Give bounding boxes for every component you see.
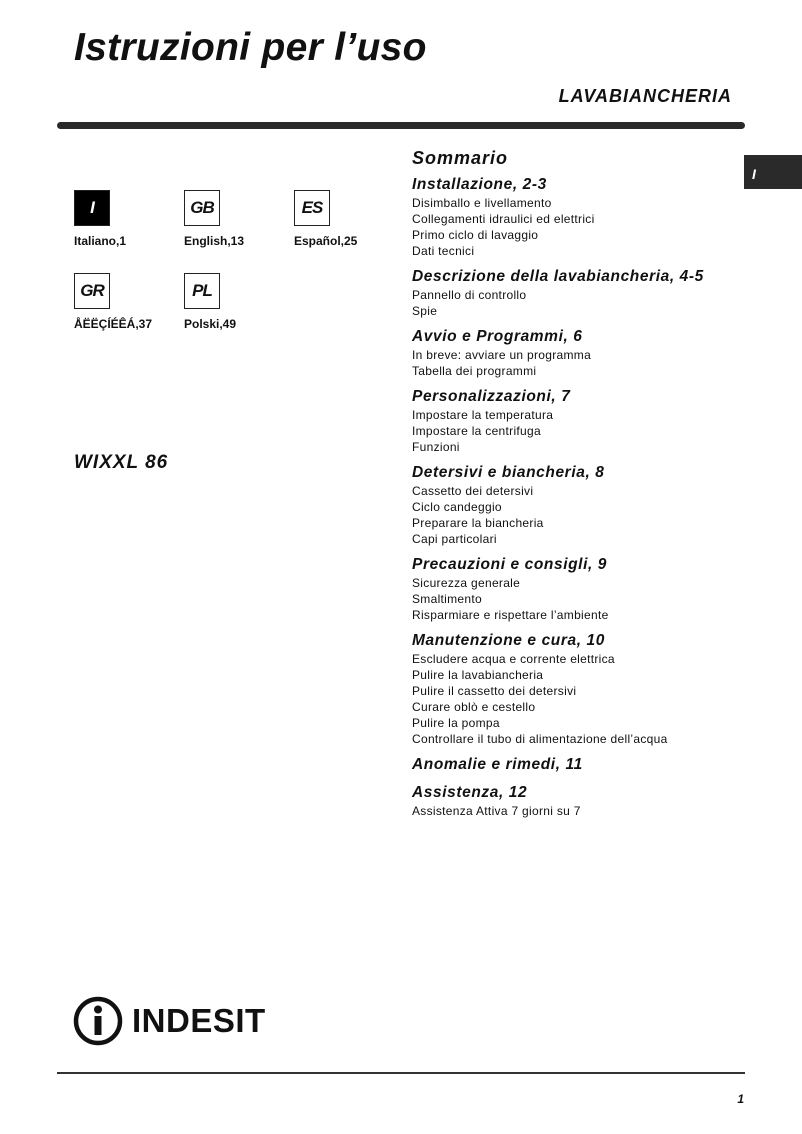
language-label: English,13 (184, 234, 245, 248)
toc-section-installazione (412, 175, 752, 259)
toc-item[interactable]: In breve: avviare un programma (412, 348, 592, 362)
document-title: Istruzioni per l’uso (74, 26, 427, 69)
toc-section-title[interactable]: Anomalie e rimedi, 11 (412, 756, 583, 773)
toc-item[interactable]: Curare oblò e cestello (412, 700, 536, 714)
language-item-english[interactable] (184, 190, 294, 248)
toc-section-title[interactable]: Manutenzione e cura, 10 (412, 632, 605, 649)
toc-item[interactable]: Smaltimento (412, 592, 482, 606)
model-name: WIXXL 86 (74, 452, 169, 473)
indesit-i-logo-icon (72, 995, 124, 1047)
toc-section-detersivi (412, 463, 752, 547)
toc-item[interactable]: Capi particolari (412, 532, 497, 546)
toc-item[interactable]: Escludere acqua e corrente elettrica (412, 652, 615, 666)
toc-item[interactable]: Funzioni (412, 440, 460, 454)
toc-item[interactable]: Primo ciclo di lavaggio (412, 228, 539, 242)
language-item-italiano[interactable] (74, 190, 184, 248)
page-number: 1 (737, 1092, 744, 1106)
toc-section-title[interactable]: Detersivi e biancheria, 8 (412, 464, 605, 481)
language-item-greek[interactable] (74, 273, 184, 331)
toc-item[interactable]: Pulire la lavabiancheria (412, 668, 544, 682)
toc-section-assistenza (412, 783, 752, 819)
toc-item[interactable]: Spie (412, 304, 438, 318)
language-code-box[interactable]: PL (184, 273, 220, 309)
language-label: ÅËËÇÍÉÊÁ,37 (74, 317, 153, 331)
toc-section-title[interactable]: Assistenza, 12 (412, 784, 528, 801)
toc-item[interactable]: Dati tecnici (412, 244, 475, 258)
toc-section-title[interactable]: Descrizione della lavabiancheria, 4-5 (412, 268, 704, 285)
language-item-espanol[interactable] (294, 190, 404, 248)
toc-section-title[interactable]: Avvio e Programmi, 6 (412, 328, 583, 345)
language-label: Italiano,1 (74, 234, 127, 248)
toc-item[interactable]: Pannello di controllo (412, 288, 527, 302)
toc-item[interactable]: Preparare la biancheria (412, 516, 544, 530)
toc-section-title[interactable]: Installazione, 2-3 (412, 176, 547, 193)
toc-section-manutenzione (412, 631, 752, 747)
toc-item[interactable]: Disimballo e livellamento (412, 196, 552, 210)
language-side-tab: I (744, 155, 802, 189)
table-of-contents (412, 148, 752, 827)
toc-item[interactable]: Tabella dei programmi (412, 364, 537, 378)
toc-heading: Sommario (412, 148, 509, 168)
language-code-box[interactable]: ES (294, 190, 330, 226)
document-subtitle: LAVABIANCHERIA (558, 86, 732, 106)
language-code-box[interactable]: GB (184, 190, 220, 226)
toc-section-title[interactable]: Personalizzazioni, 7 (412, 388, 571, 405)
toc-item[interactable]: Cassetto dei detersivi (412, 484, 534, 498)
toc-section-precauzioni (412, 555, 752, 623)
toc-item[interactable]: Risparmiare e rispettare l’ambiente (412, 608, 609, 622)
toc-item[interactable]: Impostare la centrifuga (412, 424, 541, 438)
toc-item[interactable]: Pulire la pompa (412, 716, 500, 730)
toc-section-anomalie (412, 755, 752, 775)
toc-section-personalizzazioni (412, 387, 752, 455)
toc-section-descrizione (412, 267, 752, 319)
brand-logo (72, 995, 266, 1047)
toc-item[interactable]: Sicurezza generale (412, 576, 521, 590)
toc-item[interactable]: Pulire il cassetto dei detersivi (412, 684, 577, 698)
toc-section-avvio (412, 327, 752, 379)
toc-item[interactable]: Controllare il tubo di alimentazione dell’acqua (412, 732, 668, 746)
toc-item[interactable]: Impostare la temperatura (412, 408, 554, 422)
toc-item[interactable]: Ciclo candeggio (412, 500, 502, 514)
brand-name: INDESIT (132, 1002, 266, 1039)
toc-item[interactable]: Collegamenti idraulici ed elettrici (412, 212, 595, 226)
language-code-box[interactable]: I (74, 190, 110, 226)
language-label: Español,25 (294, 234, 358, 248)
toc-section-title[interactable]: Precauzioni e consigli, 9 (412, 556, 608, 573)
toc-item[interactable]: Assistenza Attiva 7 giorni su 7 (412, 804, 581, 818)
bottom-divider (57, 1072, 745, 1074)
language-code-box[interactable]: GR (74, 273, 110, 309)
top-divider (57, 122, 745, 129)
language-label: Polski,49 (184, 317, 237, 331)
language-item-polski[interactable] (184, 273, 294, 331)
